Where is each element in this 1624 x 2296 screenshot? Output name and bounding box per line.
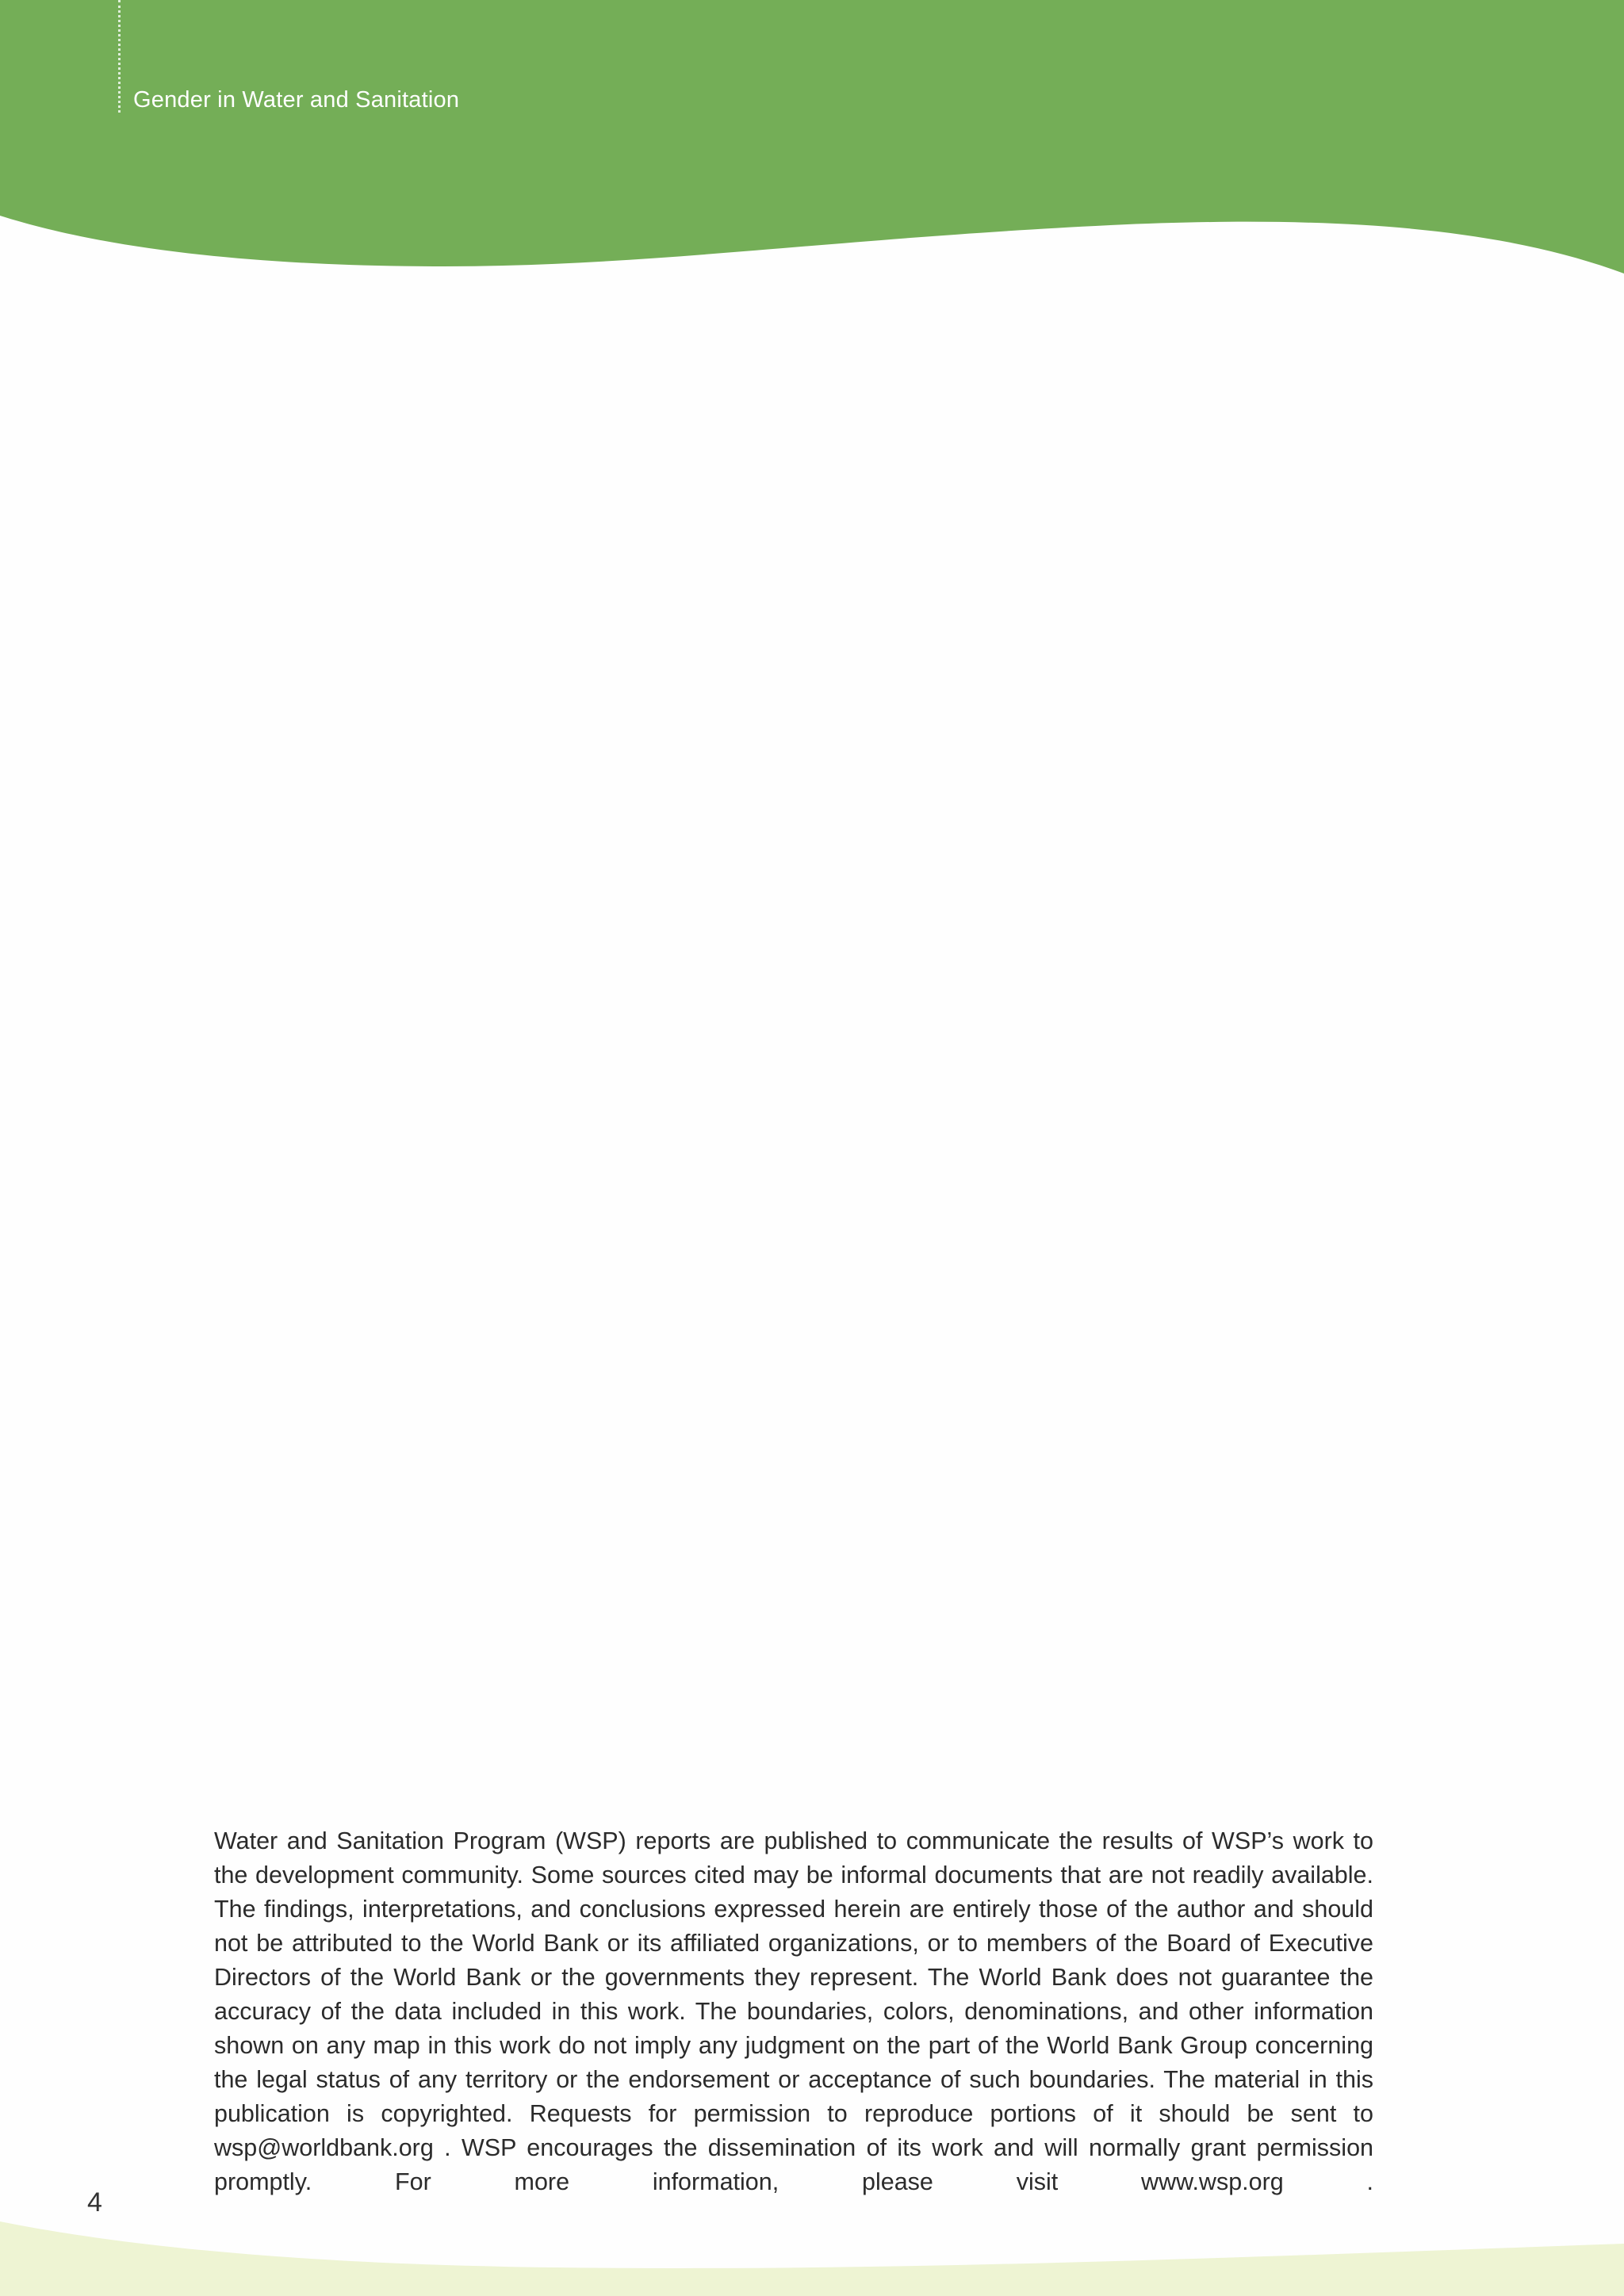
header-dotted-rule <box>118 0 121 113</box>
footer-wave-band <box>0 2204 1624 2296</box>
disclaimer-paragraph: Water and Sanitation Program (WSP) reports are published to communicate the results of WSP’s work to the development community. Some sources cited may be informal documents that are not readily available. The findings, interpretations, and conclusions expressed herein are entirely those of the author and should not be attributed to the World Bank or its affiliated organizations, or to members of the Board of Executive Directors of the World Bank or the governments they represent. The World Bank does not guarantee the accuracy of the data included in this work. The boundaries, colors, denominations, and other information shown on any map in this work do not imply any judgment on the part of the World Bank Group concerning the legal status of any territory or the endorsement or acceptance of such boundaries. The material in this publication is copyrighted. Requests for permission to reproduce portions of it should be sent to wsp@worldbank.org . WSP encourages the dissemination of its work and will normally grant permission promptly. For more information, please visit www.wsp.org . <box>214 1827 1373 2195</box>
header-wave-band <box>0 0 1624 285</box>
header-wave-shape <box>0 0 1624 274</box>
running-title: Gender in Water and Sanitation <box>133 87 460 113</box>
footer-wave-shape <box>0 2221 1624 2296</box>
page-number: 4 <box>87 2187 102 2218</box>
